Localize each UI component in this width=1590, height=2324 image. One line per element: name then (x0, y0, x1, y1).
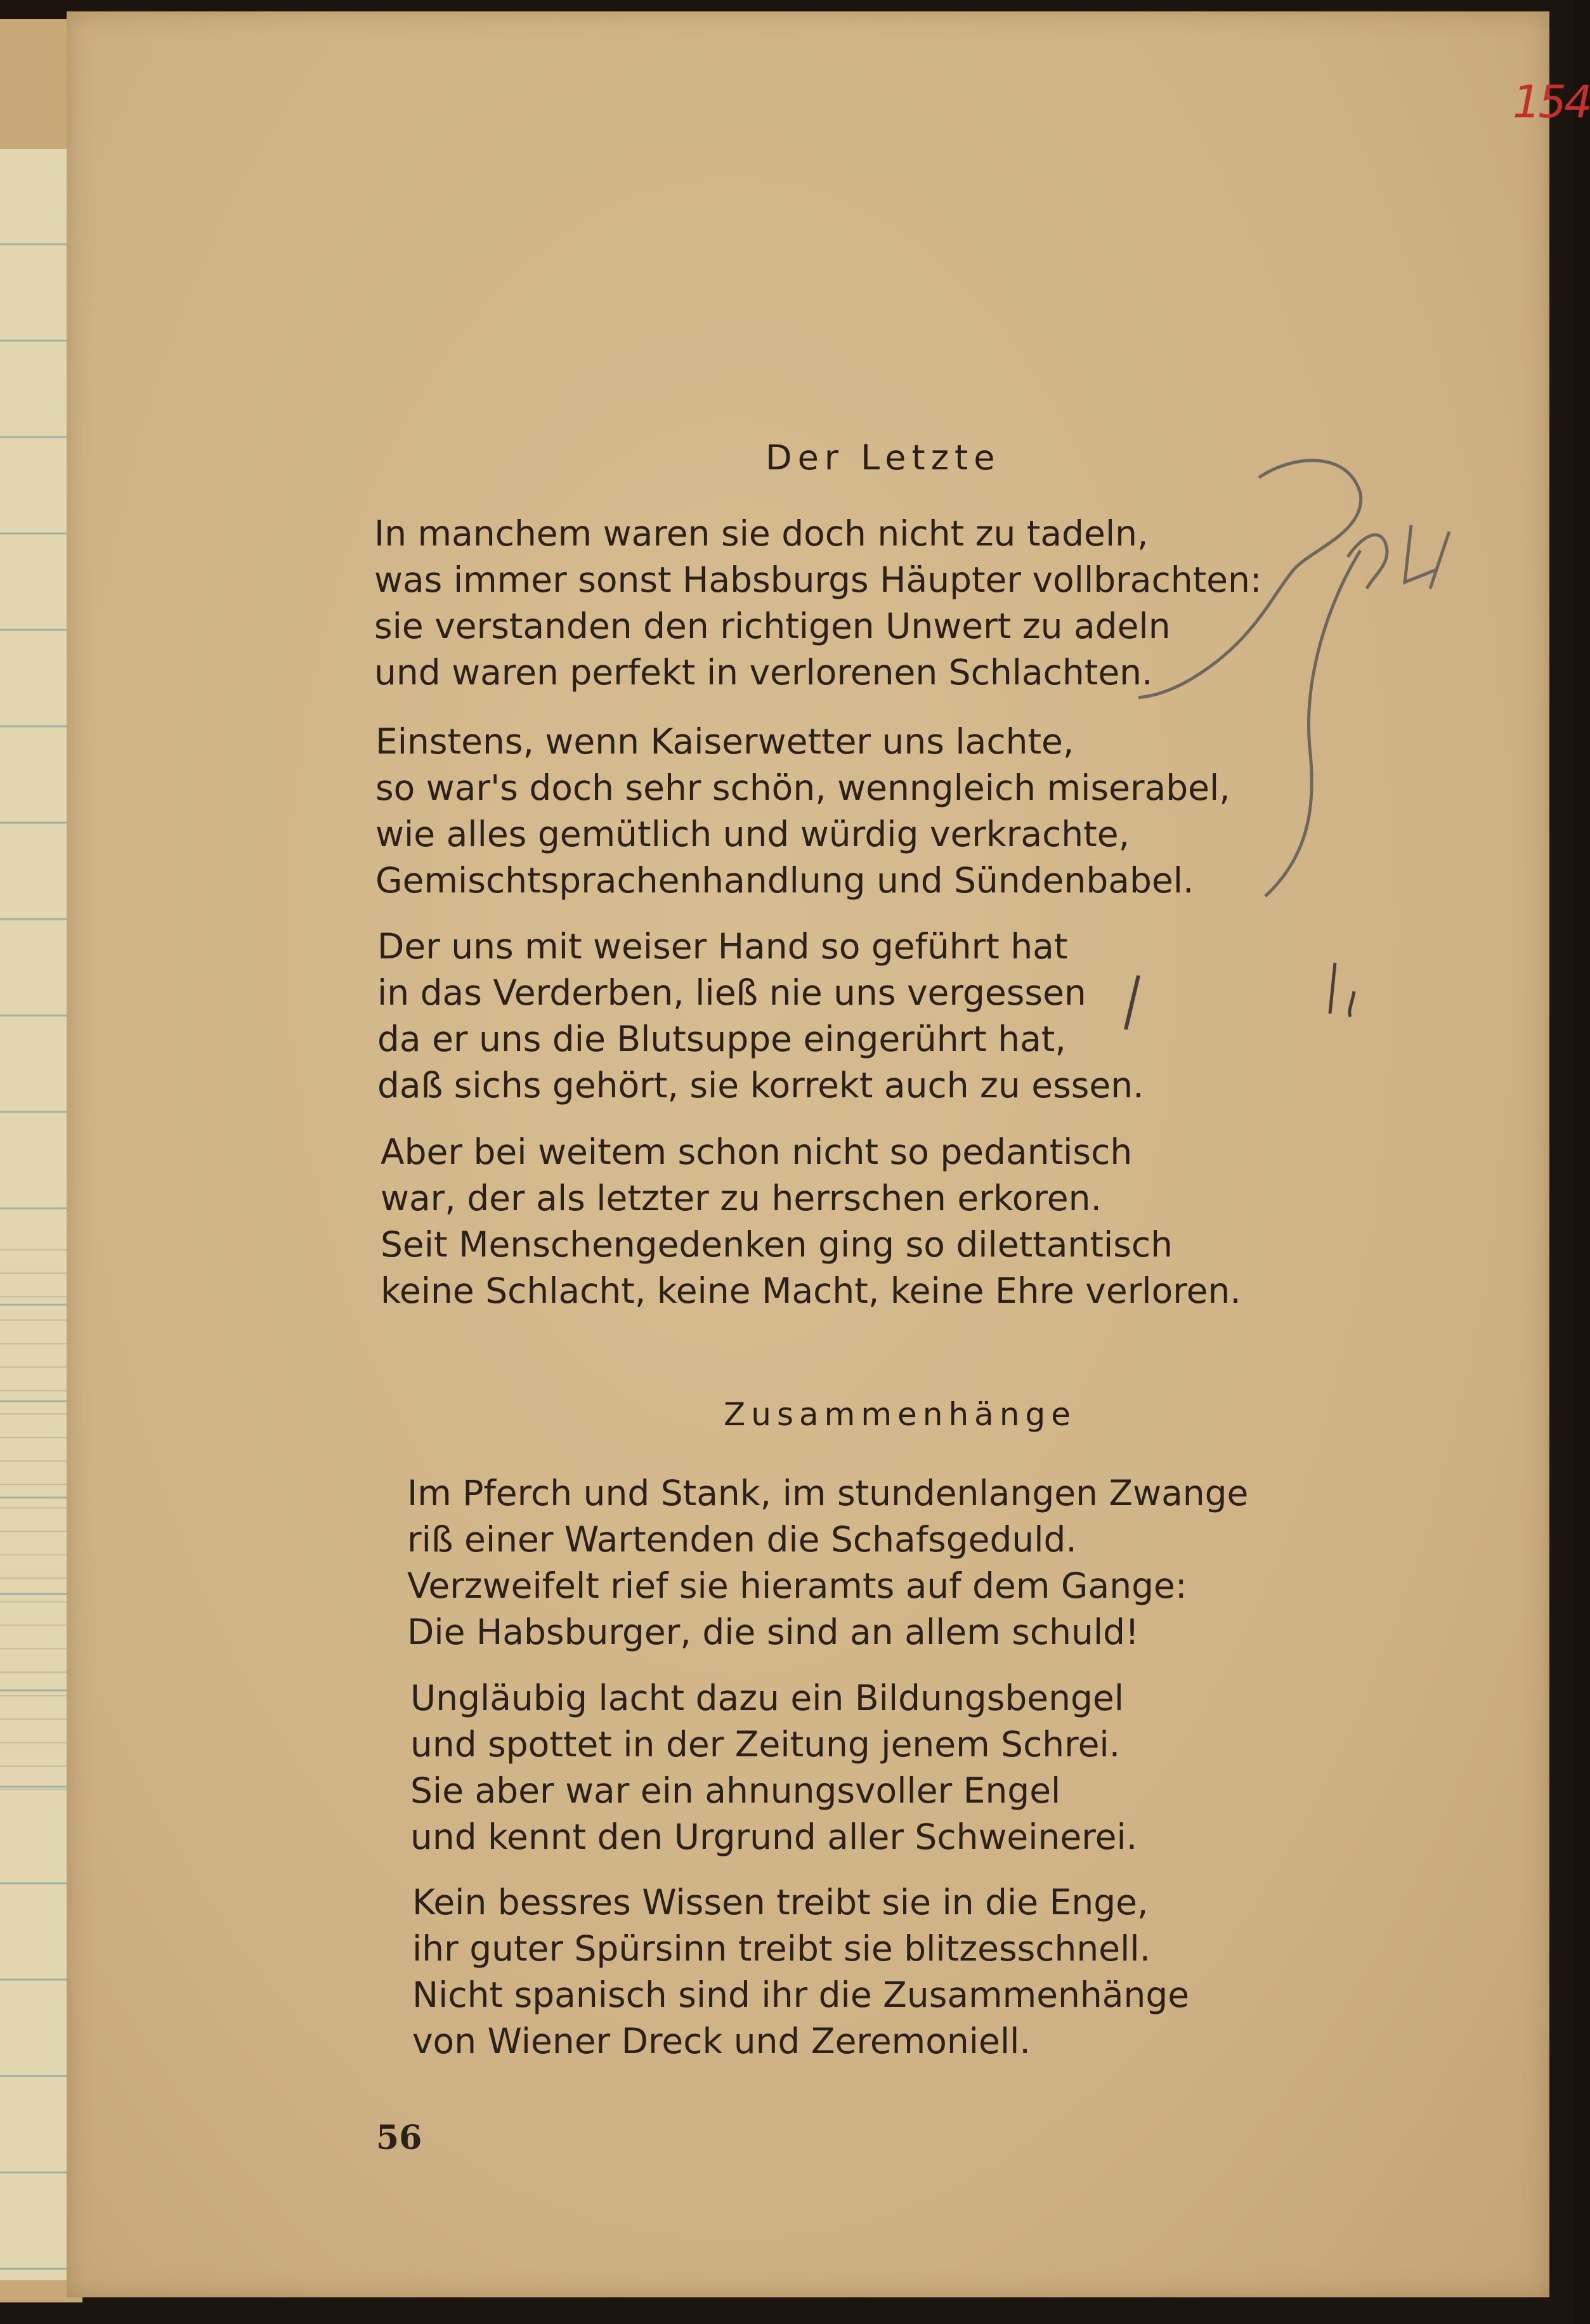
verse-line: Einstens, wenn Kaiserwetter uns lachte, (375, 721, 1074, 762)
verse-line: wie alles gemütlich und würdig verkrachte, (375, 814, 1130, 854)
verse-line: Im Pferch und Stank, im stundenlangen Zwange (407, 1473, 1249, 1513)
verse-line: in das Verderben, ließ nie uns vergessen (377, 972, 1086, 1013)
verse-line: Die Habsburger, die sind an allem schuld! (407, 1612, 1140, 1652)
stanza (407, 1470, 1248, 1655)
verse-line: Nicht spanisch sind ihr die Zusammenhänge (412, 1975, 1190, 2015)
stanza (412, 1879, 1189, 2065)
poem-title: Zusammenhänge (724, 1396, 1077, 1433)
verse-line: war, der als letzter zu herrschen erkoren. (381, 1178, 1102, 1218)
verse-line: riß einer Wartenden die Schafsgeduld. (407, 1519, 1077, 1560)
verse-line: von Wiener Dreck und Zeremoniell. (412, 2021, 1031, 2061)
verse-line: Sie aber war ein ahnungsvoller Engel (410, 1770, 1061, 1811)
stanza (410, 1675, 1137, 1860)
verse-line: In manchem waren sie doch nicht zu tadeln, (374, 513, 1149, 554)
handwritten-page-number: 154 (1513, 76, 1590, 128)
pencil-numeral-mark (1348, 525, 1449, 589)
verse-line: und waren perfekt in verlorenen Schlachten. (374, 652, 1153, 693)
verse-line: da er uns die Blutsuppe eingerührt hat, (377, 1019, 1066, 1059)
verse-line: Seit Menschengedenken ging so dilettantisch (381, 1224, 1173, 1265)
pencil-margin-mark (1330, 963, 1354, 1017)
verse-line: Gemischtsprachenhandlung und Sündenbabel. (375, 860, 1194, 901)
verse-line: Der uns mit weiser Hand so geführt hat (377, 926, 1068, 967)
verse-line: keine Schlacht, keine Macht, keine Ehre verloren. (381, 1270, 1241, 1311)
verse-line: und kennt den Urgrund aller Schweinerei. (410, 1817, 1138, 1857)
pencil-bracket-mark (1265, 551, 1360, 896)
poem-title: Der Letzte (766, 438, 1001, 478)
verse-line: ihr guter Spürsinn treibt sie blitzesschnell. (412, 1928, 1151, 1969)
verse-line: und spottet in der Zeitung jenem Schrei. (410, 1724, 1121, 1765)
verse-line: so war's doch sehr schön, wenngleich miserabel, (375, 767, 1230, 808)
verse-line: sie verstanden den richtigen Unwert zu adeln (374, 606, 1171, 646)
printed-page-number: 56 (376, 2118, 422, 2157)
stanza (377, 924, 1144, 1109)
stanza (381, 1129, 1241, 1314)
book-page (67, 11, 1590, 2297)
verse-line: Kein bessres Wissen treibt sie in die Enge, (412, 1882, 1149, 1923)
verse-line: Aber bei weitem schon nicht so pedantisch (381, 1132, 1133, 1172)
verse-line: was immer sonst Habsburgs Häupter vollbrachten: (374, 559, 1262, 600)
stanza (374, 511, 1261, 696)
verse-line: Verzweifelt rief sie hieramts auf dem Gange: (407, 1565, 1187, 1606)
verse-line: Ungläubig lacht dazu ein Bildungsbengel (410, 1678, 1124, 1718)
stanza (375, 719, 1230, 904)
verse-line: daß sichs gehört, sie korrekt auch zu essen. (377, 1065, 1144, 1106)
